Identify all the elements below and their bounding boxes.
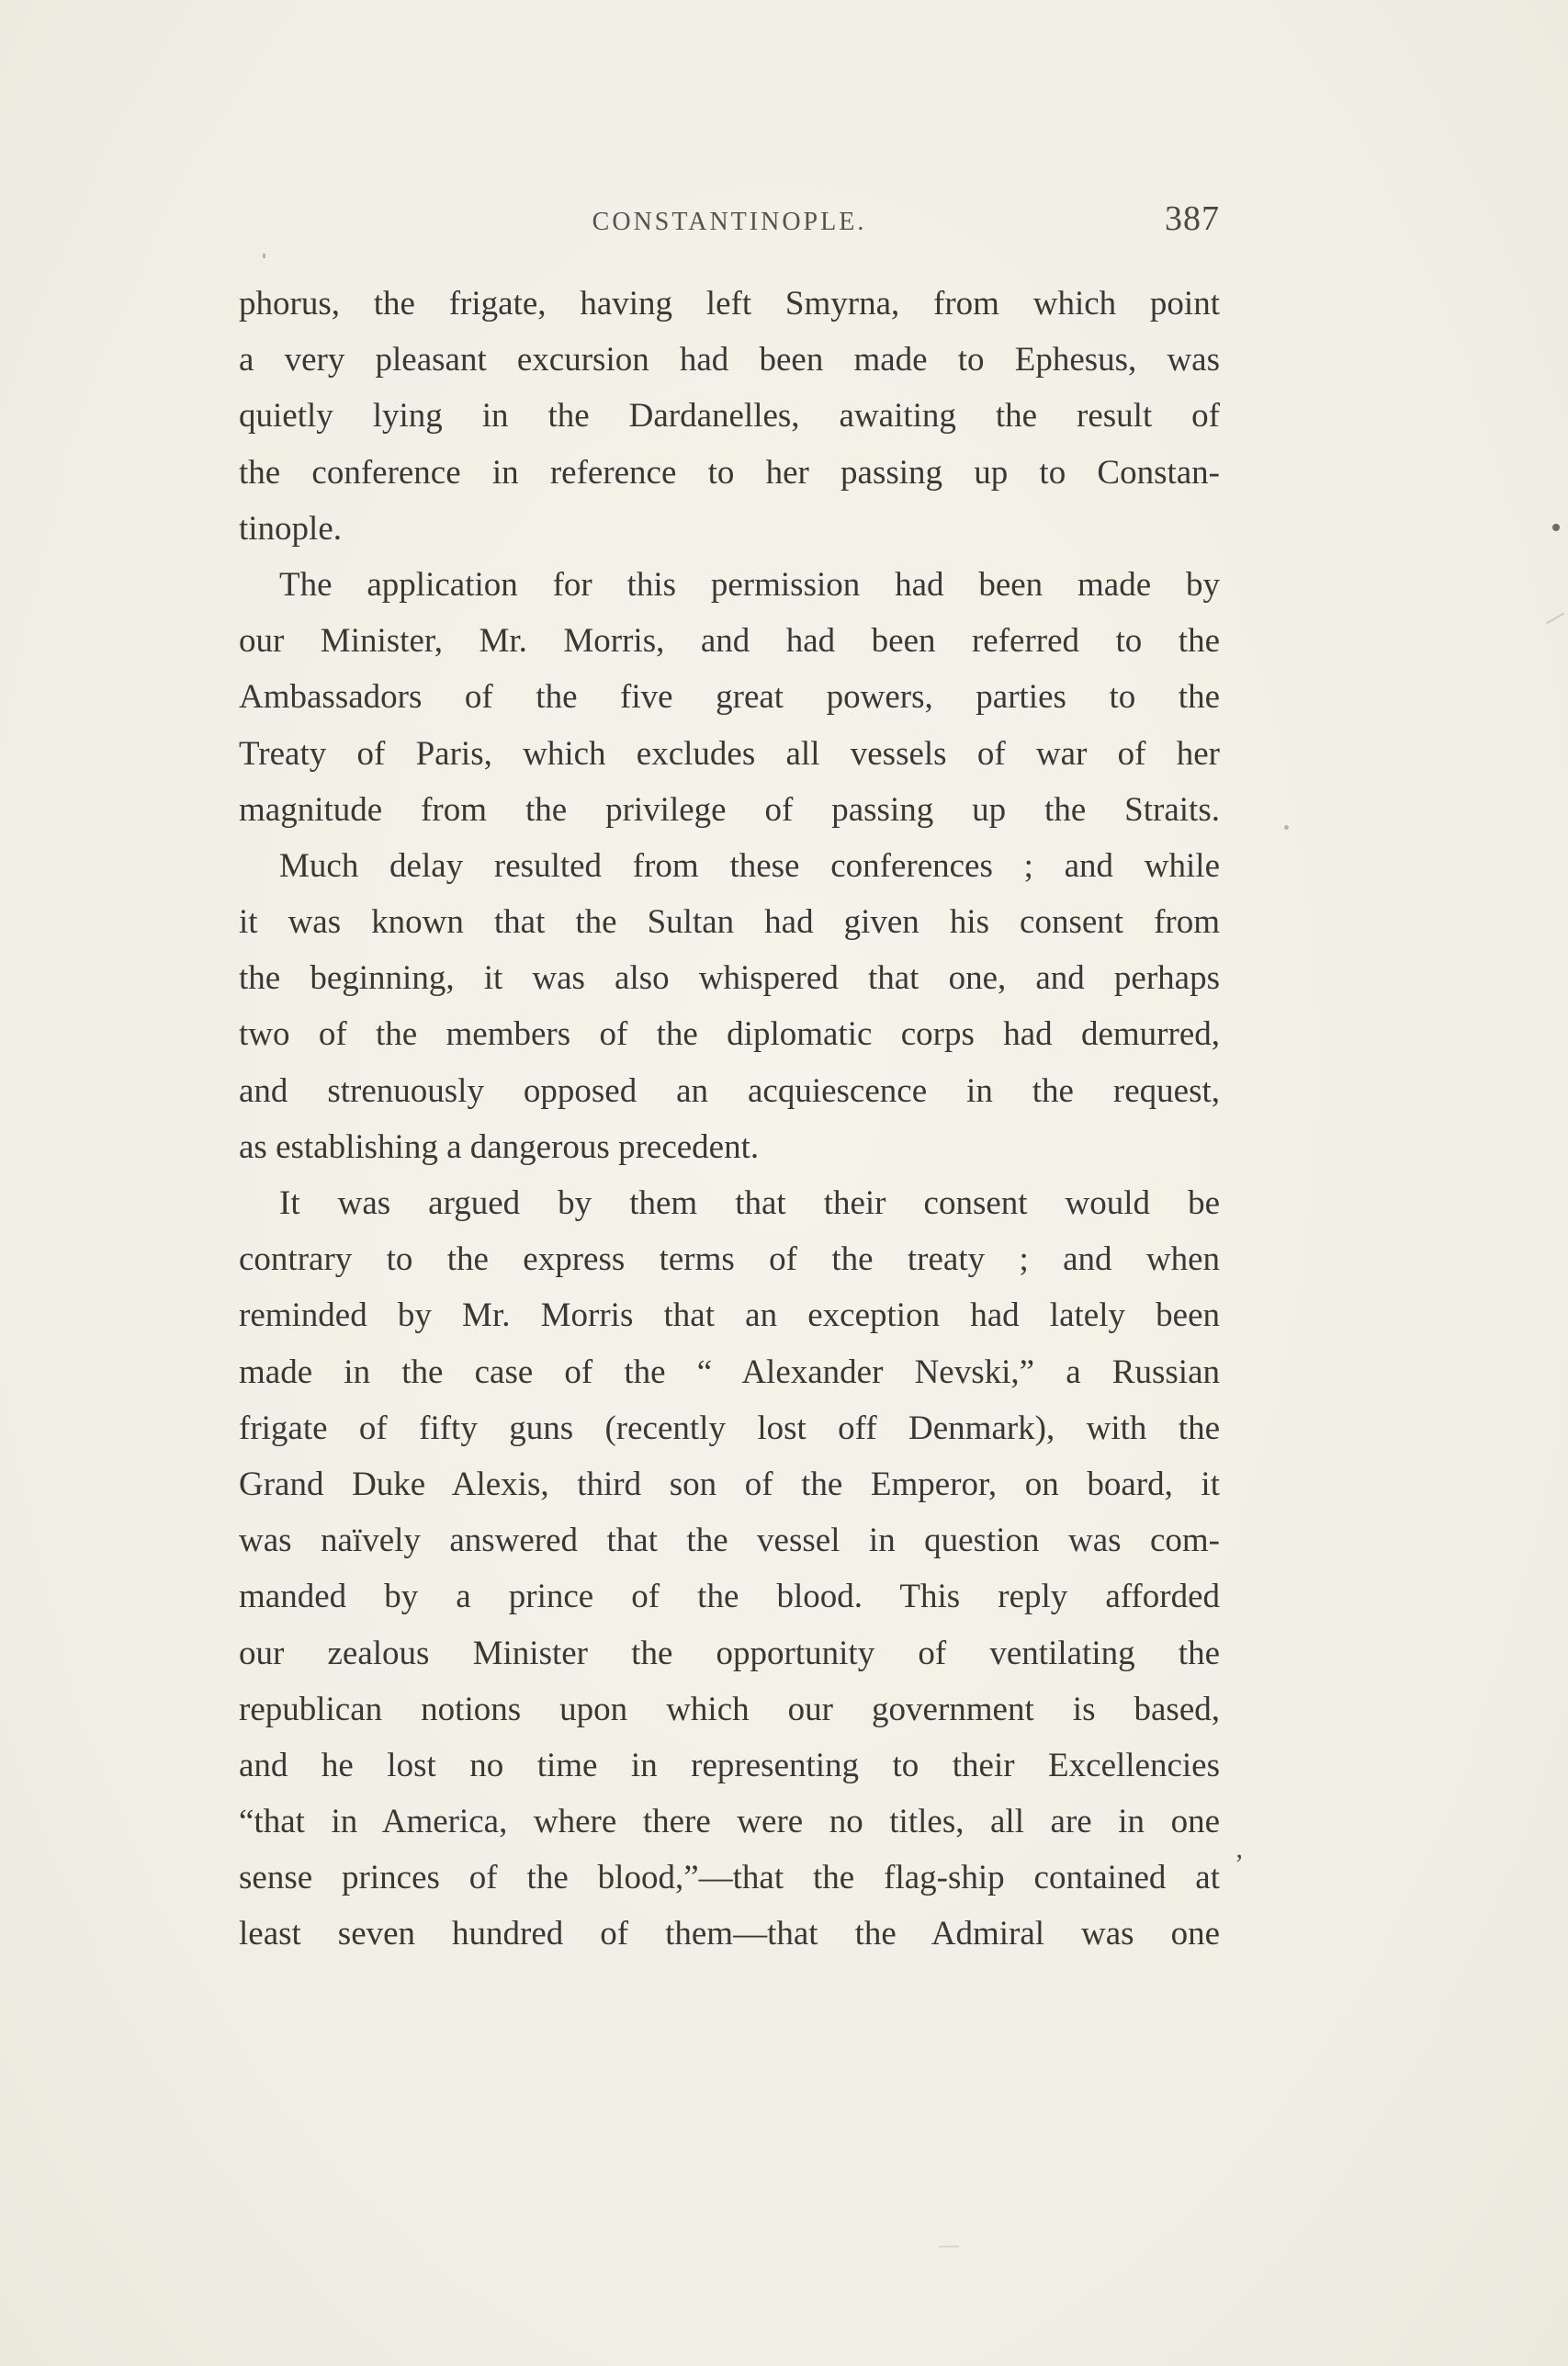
text-line: the conference in reference to her passing up to Constan- [239, 453, 1220, 492]
text-line: frigate of fifty guns (recently lost off Denmark), with the [239, 1409, 1220, 1447]
text-line: made in the case of the “ Alexander Nevski,” a Russian [239, 1353, 1220, 1391]
text-line: sense princes of the blood,”—that the flag-ship contained at [239, 1859, 1220, 1897]
text-line: and strenuously opposed an acquiescence in the request, [239, 1071, 1220, 1110]
text-line: magnitude from the privilege of passing up the Straits. [239, 790, 1220, 829]
text-line: our zealous Minister the opportunity of ventilating the [239, 1634, 1220, 1672]
paragraph-first-line: Much delay resulted from these conferences ; and while [279, 846, 1220, 885]
paper-speck [263, 254, 265, 258]
text-line: the beginning, it was also whispered that one, and perhaps [239, 959, 1220, 998]
paper-speck [1552, 524, 1560, 531]
text-line: republican notions upon which our government is based, [239, 1690, 1220, 1728]
text-line: least seven hundred of them—that the Admiral was one [239, 1915, 1220, 1953]
paper-crease [1546, 613, 1564, 625]
text-line: phorus, the frigate, having left Smyrna, from which point [239, 285, 1220, 323]
page-number: 387 [1165, 199, 1220, 238]
text-line: contrary to the express terms of the treaty ; and when [239, 1240, 1220, 1279]
text-line: as establishing a dangerous precedent. [239, 1127, 760, 1166]
text-line: quietly lying in the Dardanelles, awaiting the result of [239, 397, 1220, 436]
text-line: it was known that the Sultan had given his consent from [239, 903, 1220, 942]
paper-speck [939, 2246, 959, 2247]
text-line: manded by a prince of the blood. This reply afforded [239, 1578, 1220, 1616]
text-line: Treaty of Paris, which excludes all vessels of war of her [239, 734, 1220, 773]
running-title: CONSTANTINOPLE. [592, 208, 867, 236]
text-line: Grand Duke Alexis, third son of the Emperor, on board, it [239, 1465, 1220, 1503]
text-line: reminded by Mr. Morris that an exception had lately been [239, 1296, 1220, 1335]
paper-speck [1284, 825, 1289, 830]
text-line: tinople. [239, 509, 343, 548]
body-text [239, 276, 1220, 1963]
text-line: our Minister, Mr. Morris, and had been referred to the [239, 622, 1220, 661]
text-line: and he lost no time in representing to their Excellencies [239, 1746, 1220, 1784]
text-line: two of the members of the diplomatic corps had demurred, [239, 1015, 1220, 1054]
paragraph-first-line: It was argued by them that their consent would be [279, 1184, 1220, 1222]
text-line: “that in America, where there were no titles, all are in one [239, 1803, 1220, 1841]
text-line: was naïvely answered that the vessel in question was com- [239, 1522, 1220, 1560]
running-head [239, 199, 1220, 250]
margin-mark: ’ [1235, 1849, 1244, 1879]
paragraph-first-line: The application for this permission had been made by [279, 565, 1220, 604]
text-line: Ambassadors of the five great powers, parties to the [239, 678, 1220, 717]
text-line: a very pleasant excursion had been made to Ephesus, was [239, 341, 1220, 379]
